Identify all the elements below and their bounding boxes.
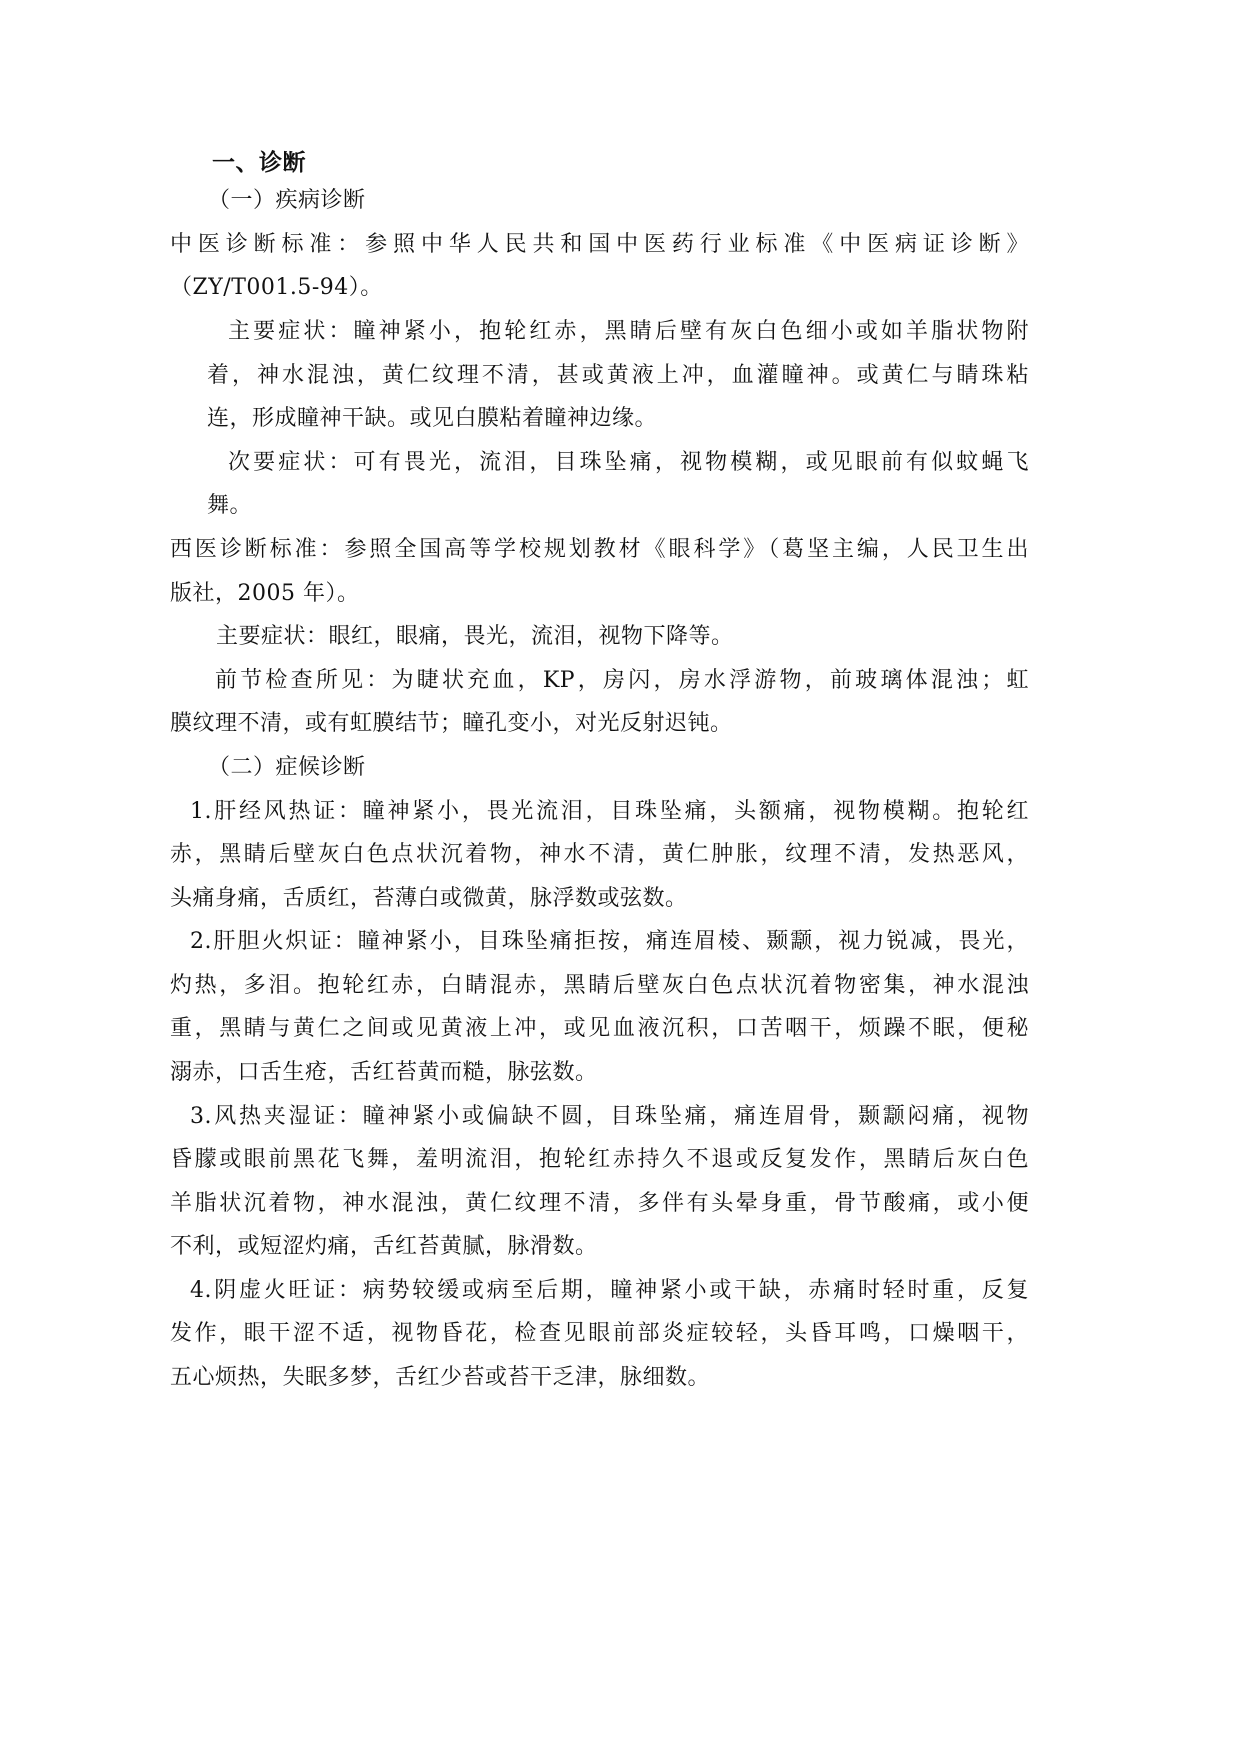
syndrome-1-line-3: 头痛身痛，舌质红，苔薄白或微黄，脉浮数或弦数。 [170, 886, 688, 911]
syndrome-4-line-3: 五心烦热，失眠多梦，舌红少苔或苔干乏津，脉细数。 [170, 1365, 711, 1390]
syndrome-3-line-1: 3.风热夹湿证：瞳神紧小或偏缺不圆，目珠坠痛，痛连眉骨，颞颥闷痛，视物 [190, 1104, 1029, 1129]
anterior-exam-line-1: 前节检查所见：为睫状充血，KP，房闪，房水浮游物，前玻璃体混浊；虹 [215, 668, 1029, 693]
syndrome-3-line-3: 羊脂状沉着物，神水混浊，黄仁纹理不清，多伴有头晕身重，骨节酸痛，或小便 [170, 1191, 1029, 1216]
subheading-syndrome-diagnosis: （二）症候诊断 [208, 755, 366, 780]
tcm-main-symptoms-line-1: 主要症状：瞳神紧小，抱轮红赤，黑睛后壁有灰白色细小或如羊脂状物附 [228, 319, 1029, 344]
subheading-disease-diagnosis: （一）疾病诊断 [208, 188, 366, 213]
syndrome-2-line-3: 重，黑睛与黄仁之间或见黄液上冲，或见血液沉积，口苦咽干，烦躁不眠，便秘 [170, 1016, 1029, 1041]
syndrome-2-line-4: 溺赤，口舌生疮，舌红苔黄而糙，脉弦数。 [170, 1060, 598, 1085]
syndrome-2-line-2: 灼热，多泪。抱轮红赤，白睛混赤，黑睛后壁灰白色点状沉着物密集，神水混浊 [170, 973, 1029, 998]
tcm-secondary-symptoms-line-1: 次要症状：可有畏光，流泪，目珠坠痛，视物模糊，或见眼前有似蚊蝇飞 [228, 450, 1029, 475]
western-main-symptoms: 主要症状：眼红，眼痛，畏光，流泪，视物下降等。 [216, 624, 734, 649]
tcm-main-symptoms-line-2: 着，神水混浊，黄仁纹理不清，甚或黄液上冲，血灌瞳神。或黄仁与睛珠粘 [207, 363, 1029, 388]
syndrome-2-line-1: 2.肝胆火炽证：瞳神紧小，目珠坠痛拒按，痛连眉棱、颞颥，视力锐减，畏光， [190, 929, 1029, 954]
tcm-secondary-symptoms-line-2: 舞。 [207, 493, 253, 518]
anterior-exam-line-2: 膜纹理不清，或有虹膜结节；瞳孔变小，对光反射迟钝。 [170, 711, 733, 736]
section-heading-diagnosis: 一、诊断 [212, 149, 306, 176]
syndrome-3-line-2: 昏朦或眼前黑花飞舞，羞明流泪，抱轮红赤持久不退或反复发作，黑睛后灰白色 [170, 1147, 1029, 1172]
syndrome-3-line-4: 不利，或短涩灼痛，舌红苔黄腻，脉滑数。 [170, 1234, 598, 1259]
syndrome-1-line-2: 赤，黑睛后壁灰白色点状沉着物，神水不清，黄仁肿胀，纹理不清，发热恶风， [170, 842, 1029, 867]
syndrome-1-line-1: 1.肝经风热证：瞳神紧小，畏光流泪，目珠坠痛，头额痛，视物模糊。抱轮红 [190, 799, 1029, 824]
syndrome-4-line-2: 发作，眼干涩不适，视物昏花，检查见眼前部炎症较轻，头昏耳鸣，口燥咽干， [170, 1321, 1029, 1346]
western-standard-line-1: 西医诊断标准：参照全国高等学校规划教材《眼科学》（葛坚主编，人民卫生出 [170, 537, 1029, 562]
western-standard-line-2: 版社，2005 年）。 [170, 581, 360, 606]
tcm-standard-line-1: 中医诊断标准：参照中华人民共和国中医药行业标准《中医病证诊断》 [170, 232, 1029, 257]
tcm-main-symptoms-line-3: 连，形成瞳神干缺。或见白膜粘着瞳神边缘。 [207, 406, 658, 431]
tcm-standard-line-2: （ZY/T001.5-94）。 [170, 275, 383, 300]
syndrome-4-line-1: 4.阴虚火旺证：病势较缓或病至后期，瞳神紧小或干缺，赤痛时轻时重，反复 [190, 1278, 1029, 1303]
